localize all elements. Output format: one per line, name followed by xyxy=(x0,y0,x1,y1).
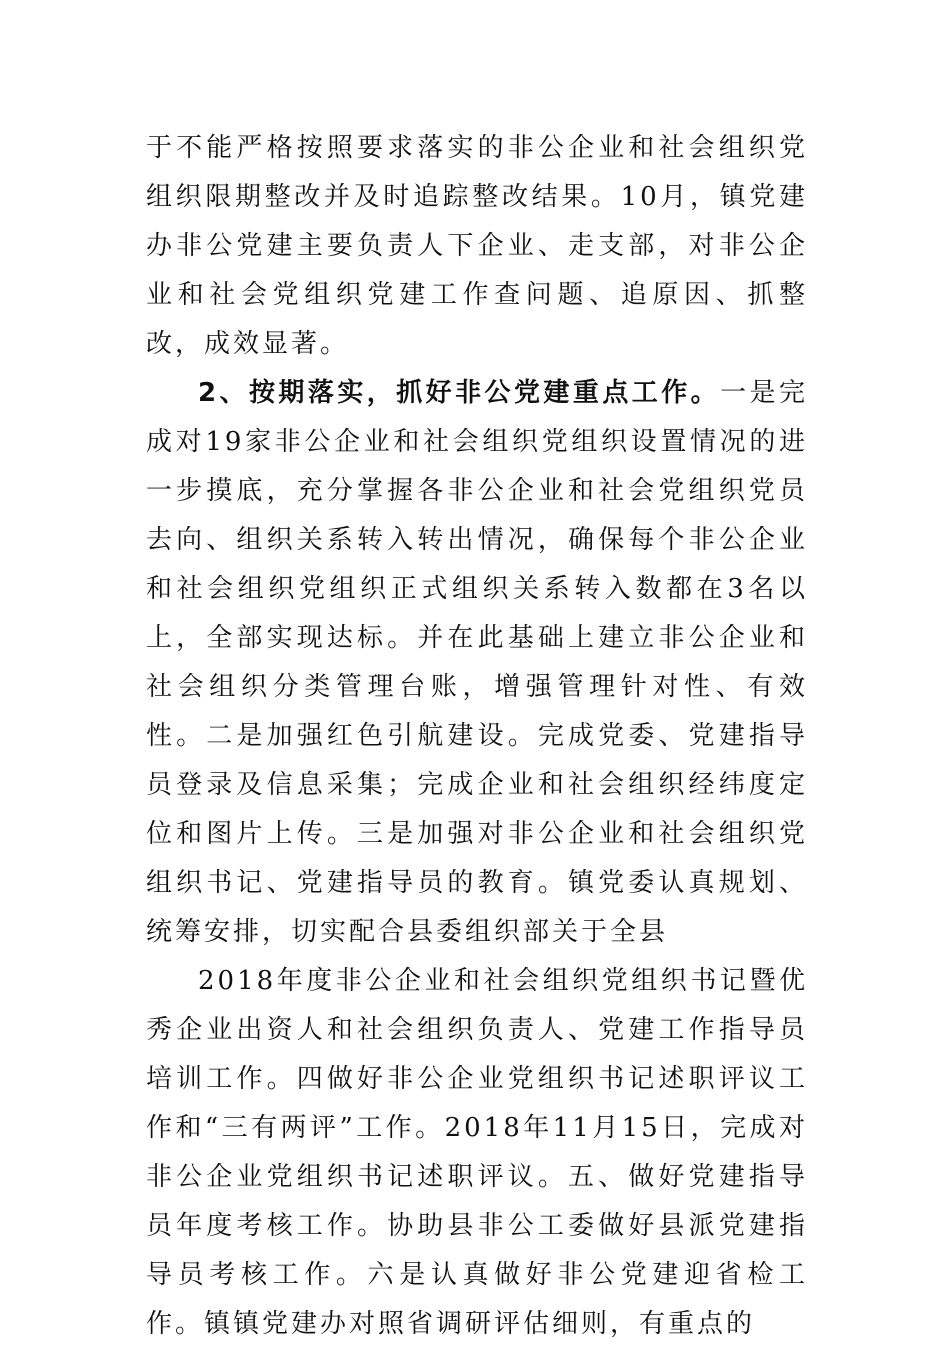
paragraph-1-text: 于不能严格按照要求落实的非公企业和社会组织党组织限期整改并及时追踪整改结果。10月，镇党建办非公党建主要负责人下企业、走支部，对非公企业和社会党组织党建工作查问题、追原因、抓整改，成效显著。 xyxy=(146,133,808,359)
document-body xyxy=(146,124,808,1349)
paragraph-3-text: 2018年度非公企业和社会组织党组织书记暨优秀企业出资人和社会组织负责人、党建工作指导员培训工作。四做好非公企业党组织书记述职评议工作和“三有两评”工作。2018年11月15日，完成对非公企业党组织书记述职评议。五、做好党建指导员年度考核工作。协助县非公工委做好县派党建指导员考核工作。六是认真做好非公党建迎省检工作。镇镇党建办对照省调研评估细则，有重点的 xyxy=(146,966,808,1339)
paragraph-2-heading: 2、按期落实，抓好非公党建重点工作。 xyxy=(198,378,721,408)
paragraph-1 xyxy=(146,124,808,369)
paragraph-2 xyxy=(146,369,808,957)
paragraph-3 xyxy=(146,957,808,1349)
paragraph-2-text: 一是完成对19家非公企业和社会组织党组织设置情况的进一步摸底，充分掌握各非公企业和社会党组织党员去向、组织关系转入转出情况，确保每个非公企业和社会组织党组织正式组织关系转入数都在3名以上，全部实现达标。并在此基础上建立非公企业和社会组织分类管理台账，增强管理针对性、有效性。二是加强红色引航建设。完成党委、党建指导员登录及信息采集；完成企业和社会组织经纬度定位和图片上传。三是加强对非公企业和社会组织党组织书记、党建指导员的教育。镇党委认真规划、统筹安排，切实配合县委组织部关于全县 xyxy=(146,378,808,947)
